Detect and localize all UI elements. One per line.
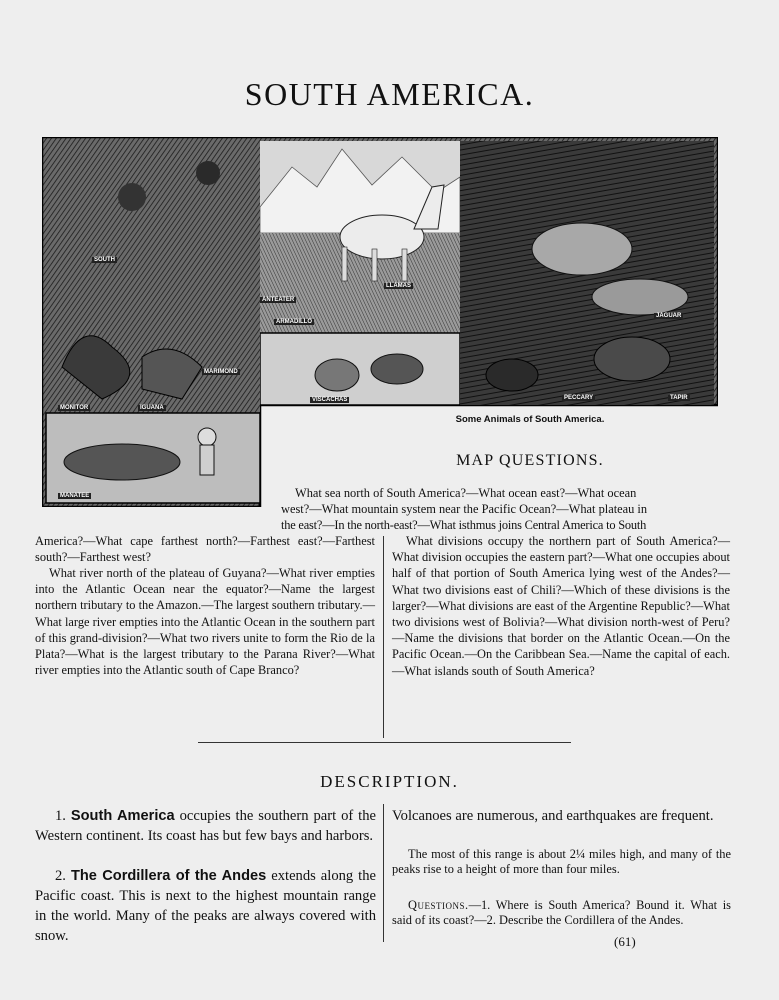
label-jaguar: JAGUAR xyxy=(656,313,682,319)
page-title: SOUTH AMERICA. xyxy=(244,76,535,112)
illustration-caption: Some Animals of South America. xyxy=(455,414,605,425)
section-divider xyxy=(198,742,571,743)
questions-text: —1. Where is South America? Bound it. What is said of its coast?—2. Describe the Cordillera of the Andes. xyxy=(392,898,731,928)
label-sloth: SOUTH xyxy=(94,257,115,263)
column-rule xyxy=(383,536,384,738)
map-questions-left-p1: America?—What cape farthest north?—Farthest east?—Farthest south?—Farthest west? xyxy=(35,534,375,565)
label-armadillo: ARMADILLO xyxy=(276,319,312,325)
map-questions-left-p2: What river north of the plateau of Guyana?—What river empties into the Atlantic Ocean near the equator?—Name the largest northern tributary to the Amazon.—The largest southern tributary.—What large river empties into the Atlantic Ocean in the southern part of this grand-division?—What two rivers unite to form the Rio de la Plata?—What is the largest tributary to the Parana River?—What river empties into the Atlantic south of Cape Branco? xyxy=(35,566,375,678)
description-questions xyxy=(392,898,731,929)
paragraph-1-number: 1. xyxy=(55,808,66,824)
label-viscachas: VISCACHAS xyxy=(312,397,348,403)
description-paragraph-1 xyxy=(35,806,376,846)
description-heading: DESCRIPTION. xyxy=(320,772,459,791)
label-peccary: PECCARY xyxy=(564,395,594,401)
description-column-rule xyxy=(383,804,384,942)
paragraph-1-term: South America xyxy=(70,808,175,824)
label-monitor: MONITOR xyxy=(60,405,89,411)
questions-label: Questions. xyxy=(408,898,469,912)
map-questions-intro-line1: What sea north of South America?—What ocean east?—What ocean xyxy=(295,486,637,500)
description-right-p1: Volcanoes are numerous, and earthquakes are frequent. xyxy=(392,808,714,824)
map-questions-intro-line2: west?—What mountain system near the Pacific Ocean?—What plateau in xyxy=(281,502,648,516)
paragraph-2-number: 2. xyxy=(55,868,66,884)
label-manatee: MANATEE xyxy=(60,493,90,499)
paragraph-1-text: occupies the southern part of the Western continent. Its coast has but few bays and harbors. xyxy=(35,808,377,844)
label-tapir: TAPIR xyxy=(670,395,688,401)
map-questions-heading: MAP QUESTIONS. xyxy=(456,452,604,469)
map-questions-right-p1: What divisions occupy the northern part of South America?—What division occupies the eastern part?—What one occupies about half of that portion of South America lying west of the Andes?—What two divisions east of Chili?—Which of these divisions is the larger?—What divisions are east of the Argentine Republic?—What two divisions west of Bolivia?—What division north-west of Peru?—Name the divisions that border on the Atlantic Ocean.—On the Pacific Ocean.—On the Caribbean Sea.—Name the capital of each.—What islands south of South America? xyxy=(392,534,730,678)
description-paragraph-2 xyxy=(35,866,376,946)
paragraph-2-term: The Cordillera of the Andes xyxy=(70,868,267,884)
description-right-p2: The most of this range is about 2¼ miles high, and many of the peaks rise to a height of more than four miles. xyxy=(392,847,731,877)
paragraph-2-text: extends along the Pacific coast. This is next to the highest mountain range in the world. Many of the peaks are always covered with snow. xyxy=(35,868,377,944)
page-number: (61) xyxy=(614,934,636,949)
label-llamas: LLAMAS xyxy=(386,283,411,289)
label-iguana: IGUANA xyxy=(140,405,164,411)
label-anteater: ANTEATER xyxy=(262,297,295,303)
map-questions-intro-line3: the east?—In the north-east?—What isthmus joins Central America to South xyxy=(281,518,647,532)
label-marimonda: MARIMOND xyxy=(204,369,238,375)
